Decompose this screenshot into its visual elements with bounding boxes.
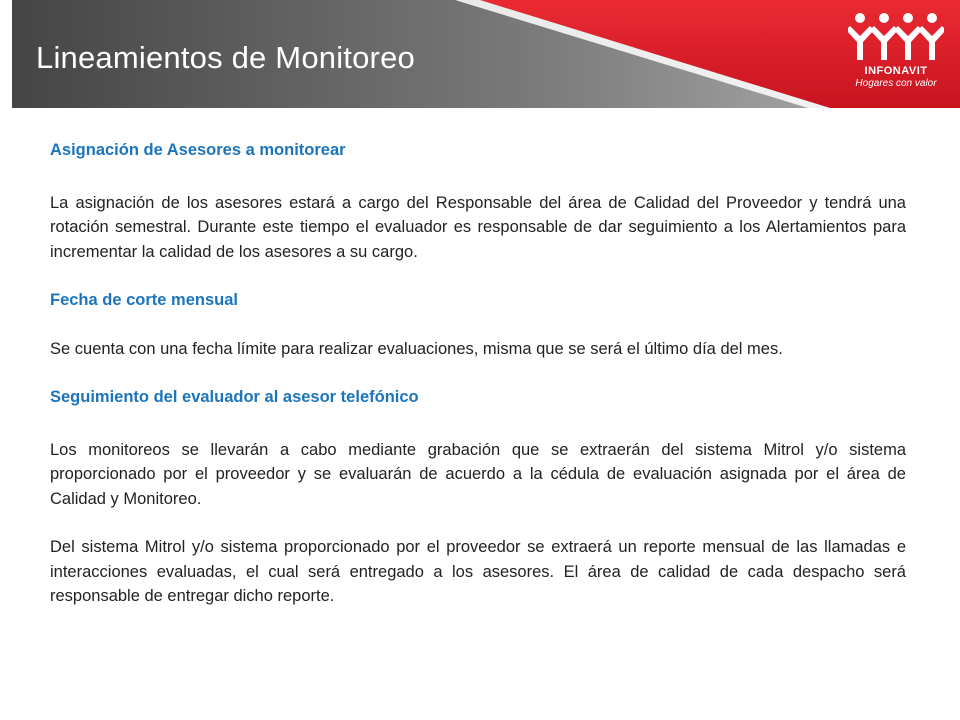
section-heading-seguimiento: Seguimiento del evaluador al asesor telefónico — [50, 388, 419, 406]
section-heading-asignacion: Asignación de Asesores a monitorear — [50, 141, 346, 159]
infonavit-figures-icon — [848, 12, 944, 66]
logo-wordmark: INFONAVIT — [864, 65, 928, 77]
header-band — [0, 0, 960, 108]
paragraph-asignacion: La asignación de los asesores estará a cargo del Responsable del área de Calidad del Proveedor y tendrá una rotación semestral. Durante este tiempo el evaluador es responsable de dar seguimiento a los Alertamientos para incrementar la calidad de los asesores a su cargo. — [50, 193, 906, 261]
logo-tagline: Hogares con valor — [855, 78, 937, 89]
paragraph-seguimiento-reporte: Del sistema Mitrol y/o sistema proporcionado por el proveedor se extraerá un reporte mensual de las llamadas e interacciones evaluadas, el cual será entregado a los asesores. El área de calidad de cada despacho será responsable de entregar dicho reporte. — [50, 538, 906, 605]
content-body — [50, 138, 906, 609]
paragraph-seguimiento-monitoreos: Los monitoreos se llevarán a cabo mediante grabación que se extraerán del sistema Mitrol y/o sistema proporcionado por el proveedor y se evaluarán de acuerdo a la cédula de evaluación asignada por el área de Calidad y Monitoreo. — [50, 440, 906, 508]
section-heading-fecha-corte: Fecha de corte mensual — [50, 291, 238, 309]
page-title: Lineamientos de Monitoreo — [36, 40, 415, 75]
infonavit-logo — [848, 12, 944, 94]
paragraph-fecha-corte: Se cuenta con una fecha límite para realizar evaluaciones, misma que se será el último día del mes. — [50, 339, 783, 358]
